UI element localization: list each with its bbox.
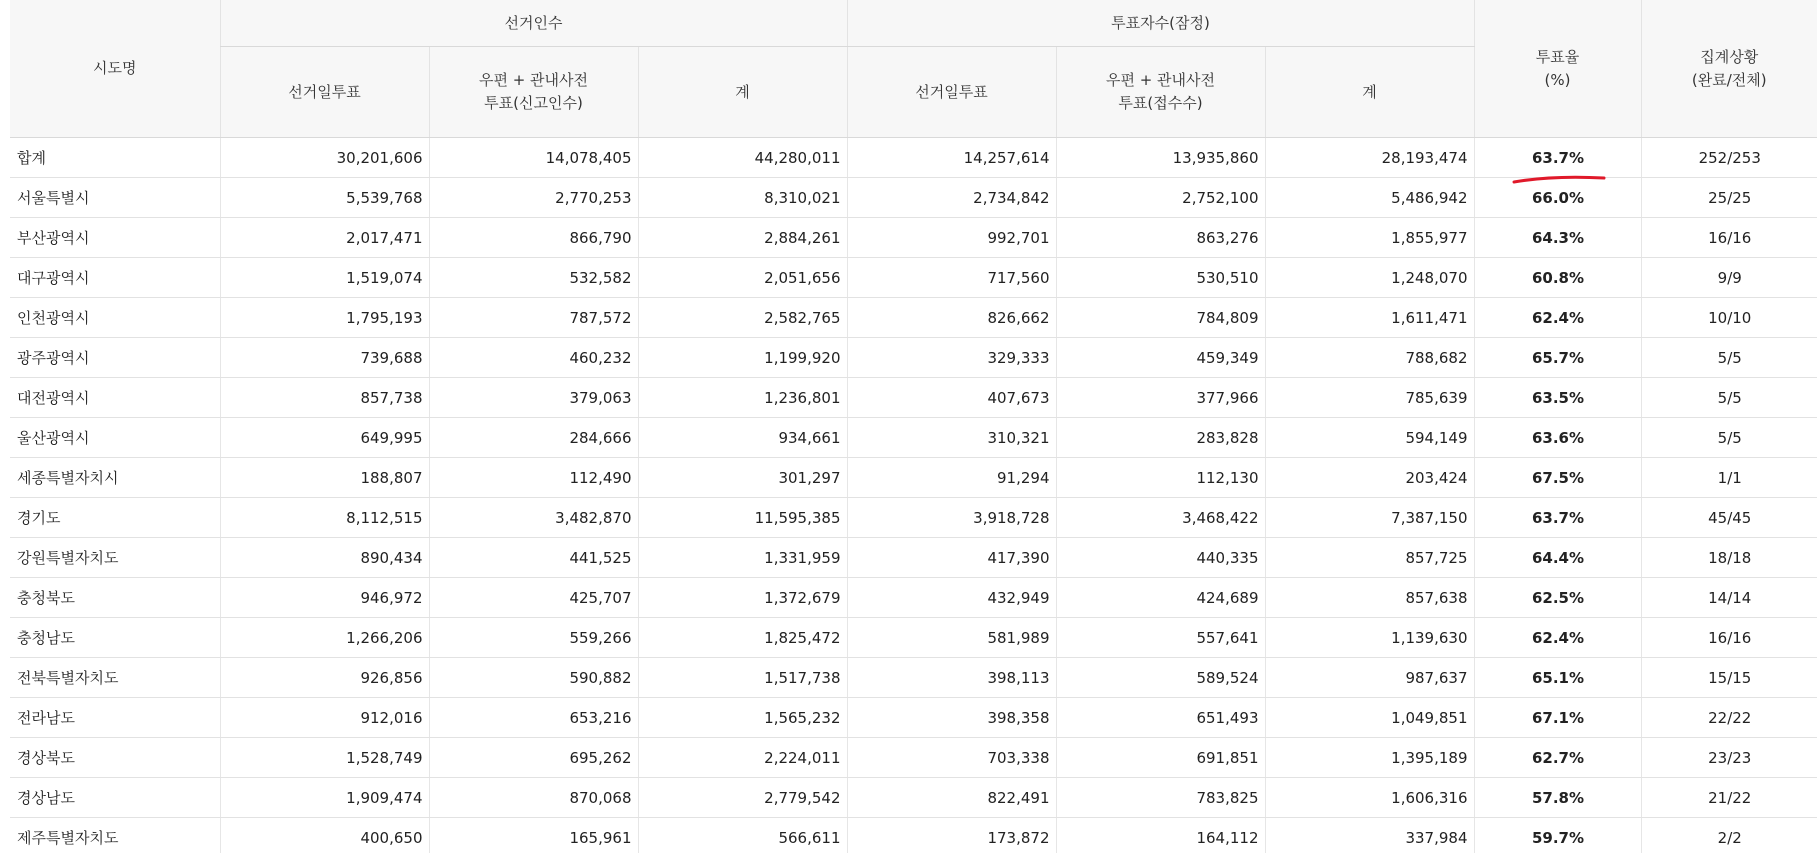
turnout-mail-early-cell: 424,689 (1056, 578, 1265, 618)
electorate-mail-early-cell: 3,482,870 (429, 498, 638, 538)
turnout-rate-cell: 62.4% (1474, 618, 1641, 658)
header-region: 시도명 (10, 0, 220, 138)
electorate-mail-early-cell: 165,961 (429, 818, 638, 853)
electorate-election-day-cell: 1,795,193 (220, 298, 429, 338)
electorate-mail-early-cell: 460,232 (429, 338, 638, 378)
electorate-sum-cell: 1,372,679 (638, 578, 847, 618)
electorate-mail-early-cell: 284,666 (429, 418, 638, 458)
electorate-sum-cell: 2,884,261 (638, 218, 847, 258)
table-row (10, 498, 1817, 538)
turnout-mail-early-cell: 651,493 (1056, 698, 1265, 738)
turnout-mail-early-cell: 557,641 (1056, 618, 1265, 658)
header-turnout-election-day: 선거일투표 (847, 47, 1056, 138)
turnout-rate-cell: 63.5% (1474, 378, 1641, 418)
electorate-mail-early-cell: 379,063 (429, 378, 638, 418)
electorate-mail-early-cell: 441,525 (429, 538, 638, 578)
electorate-election-day-cell: 2,017,471 (220, 218, 429, 258)
header-turnout-mail-early (1056, 47, 1265, 138)
turnout-election-day-cell: 14,257,614 (847, 138, 1056, 178)
turnout-mail-early-cell: 440,335 (1056, 538, 1265, 578)
electorate-sum-cell: 1,199,920 (638, 338, 847, 378)
electorate-election-day-cell: 890,434 (220, 538, 429, 578)
electorate-mail-early-cell: 14,078,405 (429, 138, 638, 178)
table-row (10, 538, 1817, 578)
table-row (10, 738, 1817, 778)
electorate-election-day-cell: 1,528,749 (220, 738, 429, 778)
electorate-election-day-cell: 1,519,074 (220, 258, 429, 298)
electorate-sum-cell: 301,297 (638, 458, 847, 498)
turnout-rate-cell: 62.4% (1474, 298, 1641, 338)
electorate-mail-early-cell: 425,707 (429, 578, 638, 618)
region-cell: 경기도 (10, 498, 220, 538)
turnout-rate-cell: 63.7% (1474, 138, 1641, 178)
electorate-mail-early-cell: 559,266 (429, 618, 638, 658)
electorate-election-day-cell: 8,112,515 (220, 498, 429, 538)
turnout-rate-cell: 65.7% (1474, 338, 1641, 378)
electorate-sum-cell: 934,661 (638, 418, 847, 458)
header-mail-line1: 우편 + 관내사전 (478, 71, 589, 89)
turnout-rate-cell: 62.5% (1474, 578, 1641, 618)
header-turnout-sum: 계 (1265, 47, 1474, 138)
electorate-sum-cell: 2,224,011 (638, 738, 847, 778)
table-row (10, 818, 1817, 853)
turnout-mail-early-cell: 530,510 (1056, 258, 1265, 298)
table-row (10, 418, 1817, 458)
header-mail-line2: 투표(신고인수) (484, 94, 583, 112)
electorate-election-day-cell: 400,650 (220, 818, 429, 853)
turnout-sum-cell: 1,248,070 (1265, 258, 1474, 298)
region-cell: 울산광역시 (10, 418, 220, 458)
electorate-sum-cell: 2,582,765 (638, 298, 847, 338)
status-cell: 16/16 (1641, 618, 1817, 658)
turnout-sum-cell: 1,611,471 (1265, 298, 1474, 338)
turnout-mail-early-cell: 784,809 (1056, 298, 1265, 338)
turnout-election-day-cell: 432,949 (847, 578, 1056, 618)
electorate-mail-early-cell: 866,790 (429, 218, 638, 258)
region-cell: 제주특별자치도 (10, 818, 220, 853)
turnout-election-day-cell: 398,113 (847, 658, 1056, 698)
turnout-rate-cell: 62.7% (1474, 738, 1641, 778)
electorate-sum-cell: 1,517,738 (638, 658, 847, 698)
turnout-sum-cell: 1,395,189 (1265, 738, 1474, 778)
turnout-mail-early-cell: 2,752,100 (1056, 178, 1265, 218)
turnout-election-day-cell: 329,333 (847, 338, 1056, 378)
turnout-sum-cell: 857,638 (1265, 578, 1474, 618)
table-row (10, 698, 1817, 738)
electorate-sum-cell: 2,051,656 (638, 258, 847, 298)
turnout-rate-cell: 65.1% (1474, 658, 1641, 698)
turnout-rate-cell: 63.6% (1474, 418, 1641, 458)
table-row (10, 298, 1817, 338)
turnout-sum-cell: 1,606,316 (1265, 778, 1474, 818)
electorate-election-day-cell: 926,856 (220, 658, 429, 698)
status-cell: 2/2 (1641, 818, 1817, 853)
turnout-mail-early-cell: 459,349 (1056, 338, 1265, 378)
turnout-election-day-cell: 717,560 (847, 258, 1056, 298)
turnout-mail-early-cell: 13,935,860 (1056, 138, 1265, 178)
electorate-sum-cell: 1,331,959 (638, 538, 847, 578)
region-cell: 경상남도 (10, 778, 220, 818)
turnout-rate-cell: 64.3% (1474, 218, 1641, 258)
header-mail-line1: 우편 + 관내사전 (1105, 71, 1216, 89)
table-header (10, 0, 1817, 138)
electorate-mail-early-cell: 653,216 (429, 698, 638, 738)
turnout-election-day-cell: 398,358 (847, 698, 1056, 738)
status-cell: 23/23 (1641, 738, 1817, 778)
electorate-mail-early-cell: 787,572 (429, 298, 638, 338)
electorate-sum-cell: 2,779,542 (638, 778, 847, 818)
turnout-election-day-cell: 91,294 (847, 458, 1056, 498)
electorate-sum-cell: 44,280,011 (638, 138, 847, 178)
electorate-election-day-cell: 188,807 (220, 458, 429, 498)
status-cell: 5/5 (1641, 338, 1817, 378)
region-cell: 대구광역시 (10, 258, 220, 298)
turnout-rate-cell: 63.7% (1474, 498, 1641, 538)
table-row (10, 218, 1817, 258)
turnout-sum-cell: 987,637 (1265, 658, 1474, 698)
turnout-mail-early-cell: 112,130 (1056, 458, 1265, 498)
header-status-label: 집계상황 (1700, 47, 1759, 66)
electorate-election-day-cell: 946,972 (220, 578, 429, 618)
turnout-rate-cell: 60.8% (1474, 258, 1641, 298)
header-mail-line2: 투표(접수수) (1118, 94, 1203, 112)
status-cell: 252/253 (1641, 138, 1817, 178)
electorate-election-day-cell: 1,909,474 (220, 778, 429, 818)
region-cell: 전라남도 (10, 698, 220, 738)
turnout-table (10, 0, 1817, 853)
electorate-sum-cell: 8,310,021 (638, 178, 847, 218)
turnout-rate-cell: 57.8% (1474, 778, 1641, 818)
electorate-election-day-cell: 1,266,206 (220, 618, 429, 658)
table-row (10, 458, 1817, 498)
status-cell: 5/5 (1641, 378, 1817, 418)
electorate-mail-early-cell: 112,490 (429, 458, 638, 498)
table-body (10, 138, 1817, 853)
turnout-sum-cell: 28,193,474 (1265, 138, 1474, 178)
electorate-mail-early-cell: 870,068 (429, 778, 638, 818)
header-electorate: 선거인수 (220, 0, 847, 47)
header-rate-label: 투표율 (1535, 47, 1580, 66)
turnout-election-day-cell: 3,918,728 (847, 498, 1056, 538)
turnout-sum-cell: 594,149 (1265, 418, 1474, 458)
table-row (10, 258, 1817, 298)
electorate-sum-cell: 566,611 (638, 818, 847, 853)
turnout-mail-early-cell: 164,112 (1056, 818, 1265, 853)
turnout-election-day-cell: 2,734,842 (847, 178, 1056, 218)
turnout-mail-early-cell: 691,851 (1056, 738, 1265, 778)
header-turnout-count: 투표자수(잠정) (847, 0, 1474, 47)
header-electorate-mail-early (429, 47, 638, 138)
turnout-mail-early-cell: 783,825 (1056, 778, 1265, 818)
electorate-mail-early-cell: 532,582 (429, 258, 638, 298)
turnout-sum-cell: 1,139,630 (1265, 618, 1474, 658)
electorate-mail-early-cell: 2,770,253 (429, 178, 638, 218)
region-cell: 인천광역시 (10, 298, 220, 338)
status-cell: 16/16 (1641, 218, 1817, 258)
status-cell: 9/9 (1641, 258, 1817, 298)
turnout-election-day-cell: 826,662 (847, 298, 1056, 338)
table-row (10, 778, 1817, 818)
turnout-sum-cell: 203,424 (1265, 458, 1474, 498)
status-cell: 45/45 (1641, 498, 1817, 538)
electorate-mail-early-cell: 695,262 (429, 738, 638, 778)
turnout-election-day-cell: 417,390 (847, 538, 1056, 578)
turnout-rate-cell: 59.7% (1474, 818, 1641, 853)
region-cell: 충청남도 (10, 618, 220, 658)
electorate-sum-cell: 1,236,801 (638, 378, 847, 418)
electorate-sum-cell: 11,595,385 (638, 498, 847, 538)
electorate-election-day-cell: 857,738 (220, 378, 429, 418)
turnout-rate-cell: 64.4% (1474, 538, 1641, 578)
status-cell: 25/25 (1641, 178, 1817, 218)
status-cell: 15/15 (1641, 658, 1817, 698)
region-cell: 전북특별자치도 (10, 658, 220, 698)
turnout-election-day-cell: 407,673 (847, 378, 1056, 418)
status-cell: 14/14 (1641, 578, 1817, 618)
turnout-mail-early-cell: 863,276 (1056, 218, 1265, 258)
header-turnout-rate (1474, 0, 1641, 138)
electorate-election-day-cell: 5,539,768 (220, 178, 429, 218)
header-rate-unit: (%) (1544, 70, 1571, 89)
turnout-sum-cell: 788,682 (1265, 338, 1474, 378)
turnout-sum-cell: 337,984 (1265, 818, 1474, 853)
status-cell: 21/22 (1641, 778, 1817, 818)
electorate-mail-early-cell: 590,882 (429, 658, 638, 698)
region-cell: 서울특별시 (10, 178, 220, 218)
turnout-sum-cell: 785,639 (1265, 378, 1474, 418)
turnout-mail-early-cell: 283,828 (1056, 418, 1265, 458)
turnout-election-day-cell: 173,872 (847, 818, 1056, 853)
turnout-rate-cell: 67.1% (1474, 698, 1641, 738)
turnout-election-day-cell: 581,989 (847, 618, 1056, 658)
table-row (10, 578, 1817, 618)
status-cell: 5/5 (1641, 418, 1817, 458)
turnout-election-day-cell: 822,491 (847, 778, 1056, 818)
turnout-election-day-cell: 310,321 (847, 418, 1056, 458)
region-cell: 충청북도 (10, 578, 220, 618)
status-cell: 22/22 (1641, 698, 1817, 738)
turnout-sum-cell: 7,387,150 (1265, 498, 1474, 538)
region-cell: 강원특별자치도 (10, 538, 220, 578)
turnout-mail-early-cell: 3,468,422 (1056, 498, 1265, 538)
electorate-election-day-cell: 30,201,606 (220, 138, 429, 178)
turnout-sum-cell: 5,486,942 (1265, 178, 1474, 218)
turnout-rate-cell: 67.5% (1474, 458, 1641, 498)
turnout-election-day-cell: 992,701 (847, 218, 1056, 258)
region-cell: 광주광역시 (10, 338, 220, 378)
turnout-rate-cell: 66.0% (1474, 178, 1641, 218)
red-underline-annotation (1512, 172, 1607, 188)
region-cell: 경상북도 (10, 738, 220, 778)
header-electorate-sum: 계 (638, 47, 847, 138)
turnout-mail-early-cell: 377,966 (1056, 378, 1265, 418)
status-cell: 1/1 (1641, 458, 1817, 498)
table-row (10, 658, 1817, 698)
turnout-sum-cell: 1,855,977 (1265, 218, 1474, 258)
region-cell: 합계 (10, 138, 220, 178)
turnout-sum-cell: 1,049,851 (1265, 698, 1474, 738)
table-row (10, 618, 1817, 658)
region-cell: 부산광역시 (10, 218, 220, 258)
status-cell: 18/18 (1641, 538, 1817, 578)
table-row (10, 378, 1817, 418)
electorate-sum-cell: 1,825,472 (638, 618, 847, 658)
electorate-election-day-cell: 739,688 (220, 338, 429, 378)
header-electorate-election-day: 선거일투표 (220, 47, 429, 138)
electorate-election-day-cell: 912,016 (220, 698, 429, 738)
region-cell: 대전광역시 (10, 378, 220, 418)
turnout-mail-early-cell: 589,524 (1056, 658, 1265, 698)
header-status (1641, 0, 1817, 138)
electorate-election-day-cell: 649,995 (220, 418, 429, 458)
turnout-sum-cell: 857,725 (1265, 538, 1474, 578)
status-cell: 10/10 (1641, 298, 1817, 338)
electorate-sum-cell: 1,565,232 (638, 698, 847, 738)
region-cell: 세종특별자치시 (10, 458, 220, 498)
turnout-election-day-cell: 703,338 (847, 738, 1056, 778)
header-status-unit: (완료/전체) (1691, 70, 1767, 89)
table-row (10, 338, 1817, 378)
